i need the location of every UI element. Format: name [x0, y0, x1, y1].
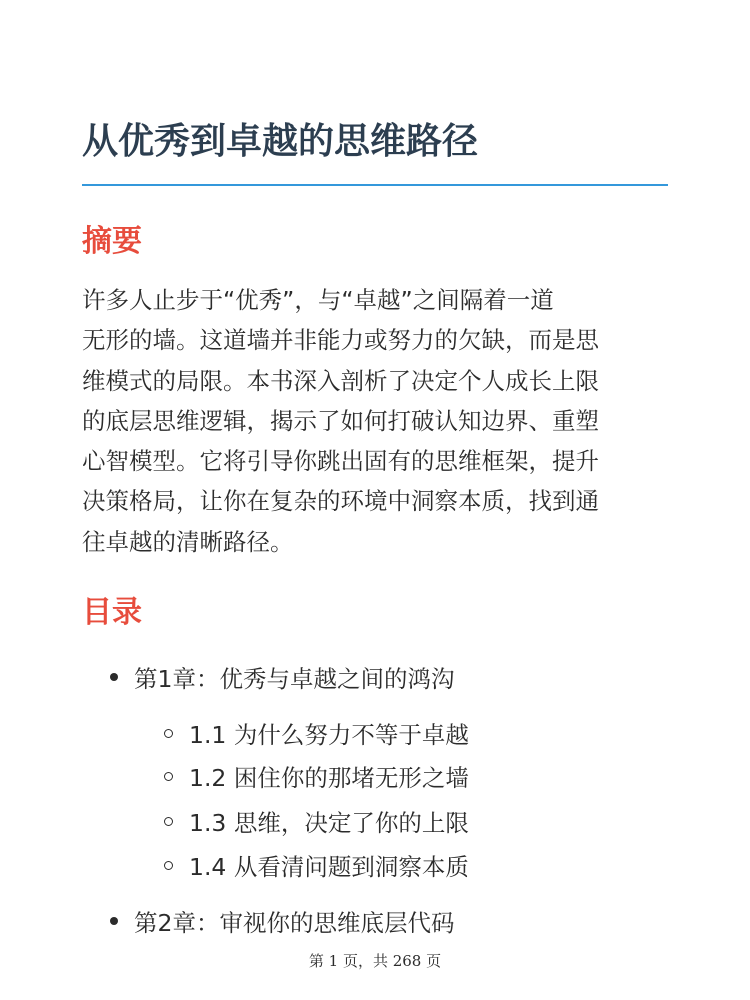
toc-section-1-1[interactable] — [164, 713, 469, 753]
bullet-circle-icon — [164, 817, 173, 826]
toc-chapter-1[interactable] — [110, 657, 454, 697]
toc-section-1-2[interactable] — [164, 756, 469, 796]
title-divider — [82, 184, 668, 186]
toc-chapter-label: 第1章：优秀与卓越之间的鸿沟 — [134, 665, 455, 693]
toc-section-label: 1.4 从看清问题到洞察本质 — [189, 853, 469, 881]
bullet-circle-icon — [164, 729, 173, 738]
abstract-line: 的底层思维逻辑，揭示了如何打破认知边界、重塑 — [82, 406, 599, 435]
abstract-line: 心智模型。它将引导你跳出固有的思维框架，提升 — [82, 447, 599, 476]
abstract-line: 无形的墙。这道墙并非能力或努力的欠缺，而是思 — [82, 326, 599, 355]
abstract-heading: 摘要 — [82, 224, 142, 259]
toc-chapter-label: 第2章：审视你的思维底层代码 — [134, 909, 455, 937]
abstract-line: 往卓越的清晰路径。 — [82, 527, 294, 556]
bullet-circle-icon — [164, 772, 173, 781]
bullet-disc-icon — [110, 917, 118, 925]
toc-section-label: 1.3 思维，决定了你的上限 — [189, 809, 469, 837]
toc-section-label: 1.2 困住你的那堵无形之墙 — [189, 764, 469, 792]
abstract-line: 维模式的局限。本书深入剖析了决定个人成长上限 — [82, 366, 599, 395]
bullet-disc-icon — [110, 673, 118, 681]
bullet-circle-icon — [164, 861, 173, 870]
page-title: 从优秀到卓越的思维路径 — [82, 121, 479, 162]
toc-section-1-3[interactable] — [164, 801, 469, 841]
toc-section-label: 1.1 为什么努力不等于卓越 — [189, 721, 469, 749]
toc-chapter-2[interactable] — [110, 901, 454, 941]
toc-section-1-4[interactable] — [164, 845, 469, 885]
abstract-line: 许多人止步于“优秀”，与“卓越”之间隔着一道 — [82, 286, 554, 314]
page-number-footer: 第 1 页，共 268 页 — [308, 952, 442, 970]
abstract-paragraph — [82, 280, 672, 562]
toc-heading: 目录 — [82, 595, 142, 630]
abstract-line: 决策格局，让你在复杂的环境中洞察本质，找到通 — [82, 487, 599, 516]
